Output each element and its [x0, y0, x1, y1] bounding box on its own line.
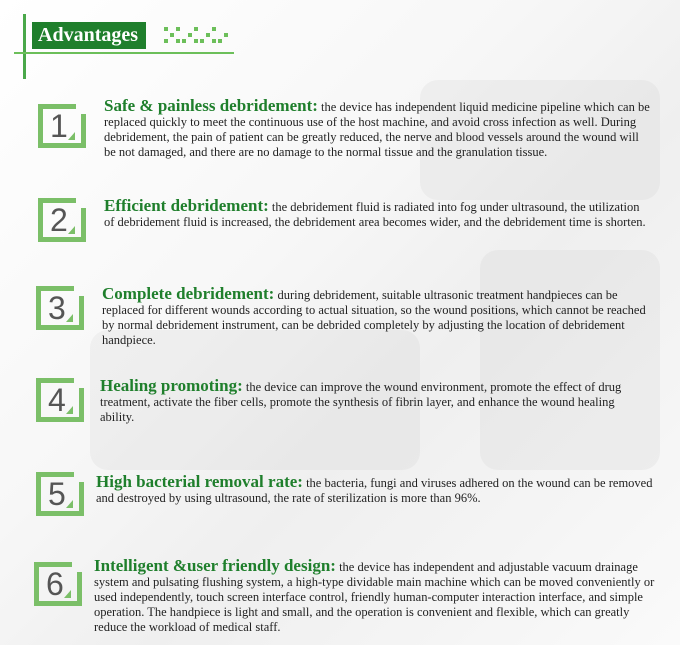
badge-number: 4 [48, 382, 66, 418]
section-header [14, 14, 234, 86]
badge-corner-icon [68, 226, 75, 234]
advantage-text [94, 558, 660, 635]
badge-corner-icon [66, 406, 73, 414]
advantage-text [96, 474, 656, 506]
number-badge [38, 198, 86, 242]
badge-number: 3 [48, 290, 66, 326]
advantage-body: the bacteria, fungi and viruses adhered on the wound can be removed and destroyed by using ultrasound, the rate of sterilization is more than 96%. [96, 476, 653, 505]
badge-number: 2 [50, 202, 68, 238]
badge-corner-icon [66, 500, 73, 508]
advantage-title: Efficient debridement: [104, 196, 269, 215]
advantage-title: Healing promoting: [100, 376, 243, 395]
number-badge [36, 286, 84, 330]
advantage-body: the device has independent liquid medicine pipeline which can be replaced quickly to meet the continuous use of the host machine, and avoid cross infection as well. During debridement, the pain of patient can be greatly reduced, the nerve and blood vessels around the wound will be not damaged, and there are no damage to the normal tissue and the granulation tissue. [104, 100, 650, 159]
number-badge [38, 104, 86, 148]
advantage-title: Safe & painless debridement: [104, 96, 318, 115]
advantage-text [102, 286, 654, 348]
advantage-text [100, 378, 648, 425]
header-horizontal-line [14, 52, 234, 54]
badge-number: 6 [46, 566, 64, 602]
advantage-title: Complete debridement: [102, 284, 275, 303]
badge-corner-icon [66, 314, 73, 322]
badge-number: 1 [50, 108, 68, 144]
badge-corner-icon [68, 132, 75, 140]
advantage-body: the device can improve the wound environment, promote the effect of drug treatment, activate the fiber cells, promote the synthesis of fibrin layer, and enhance the wound healing ability. [100, 380, 622, 424]
number-badge [36, 472, 84, 516]
badge-number: 5 [48, 476, 66, 512]
section-title: Advantages [32, 22, 146, 49]
advantage-title: High bacterial removal rate: [96, 472, 303, 491]
badge-corner-icon [64, 590, 71, 598]
advantage-text [104, 198, 652, 230]
number-badge [34, 562, 82, 606]
advantage-body: during debridement, suitable ultrasonic treatment handpieces can be replaced for different wounds according to actual situation, so the wound positions, which cannot be reached by normal debridement instrument, can be debrided completely by adjusting the location of debridement handpiece. [102, 288, 646, 347]
number-badge [36, 378, 84, 422]
advantage-text [104, 98, 652, 160]
header-vertical-line [23, 14, 26, 79]
advantage-body: the device has independent and adjustable vacuum drainage system and pulsating flushing system, a high-type dividable main machine which can be moved conveniently or used independently, touch screen interface control, friendly human-computer interaction interface, and simple operation. The handpiece is light and small, and the operation is convenient and flexible, which can greatly reduce the workload of medical staff. [94, 560, 655, 634]
advantage-body: the debridement fluid is radiated into fog under ultrasound, the utilization of debridement fluid is increased, the debridement area becomes wider, and the debridement time is shorten. [104, 200, 646, 229]
background-device-shape [480, 250, 660, 470]
advantage-title: Intelligent &user friendly design: [94, 556, 336, 575]
header-dot-pattern [164, 25, 232, 47]
